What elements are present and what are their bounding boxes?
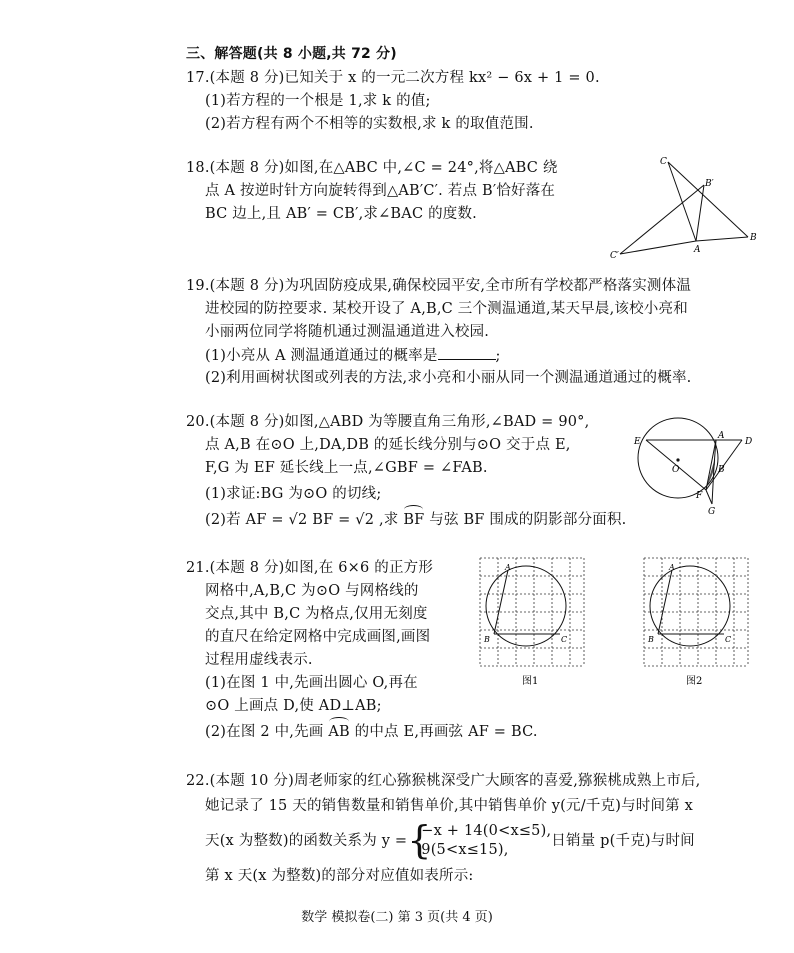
q20-line-5 xyxy=(205,510,627,530)
q20-label-d: D xyxy=(745,437,753,447)
q20-circle-o xyxy=(638,418,718,498)
section-title: 三、解答题(共 8 小题,共 72 分) xyxy=(186,46,397,62)
q18-segment-ab xyxy=(696,237,748,241)
q22-line-3-end: 日销量 p(千克)与时间 xyxy=(551,833,695,849)
q19-line-4 xyxy=(205,345,501,366)
q20-label-o: O xyxy=(672,465,680,475)
q21-line-8-text: (2)在图 2 中,先画 xyxy=(205,724,329,740)
q18-line-2: 点 A 按逆时针方向旋转得到△AB′C′. 若点 B′恰好落在 xyxy=(205,183,556,199)
q21-line-1: 21.(本题 8 分)如图,在 6×6 的正方形 xyxy=(186,560,434,576)
q22-line-3-text: 天(x 为整数)的函数关系为 y = xyxy=(205,833,408,849)
page-footer: 数学 模拟卷(二) 第 3 页(共 4 页) xyxy=(301,910,493,925)
q22-line-2: 她记录了 15 天的销售数量和销售单价,其中销售单价 y(元/千克)与时间第 x xyxy=(205,798,694,814)
q18-segment-abp xyxy=(696,185,704,241)
q21-line-7: ⊙O 上画点 D,使 AD⊥AB; xyxy=(205,698,382,714)
q20-line-4: (1)求证:BG 为⊙O 的切线; xyxy=(205,486,382,502)
q20-label-b: B xyxy=(718,465,725,475)
q18-line-1: 18.(本题 8 分)如图,在△ABC 中,∠C = 24°,将△ABC 绕 xyxy=(186,160,558,176)
q21-line-2: 网格中,A,B,C 为⊙O 与网格线的 xyxy=(205,583,419,599)
q21-fig2-caption: 图2 xyxy=(686,676,703,687)
q18-segment-ca xyxy=(668,162,696,241)
q19-line-2: 进校园的防控要求. 某校开设了 A,B,C 三个测温通道,某天早晨,该校小亮和 xyxy=(205,301,688,317)
q18-line-3: BC 边上,且 AB′ = CB′,求∠BAC 的度数. xyxy=(205,206,477,222)
q20-circle-figure xyxy=(630,410,760,516)
q21-line-4: 的直尺在给定网格中完成画图,画图 xyxy=(205,629,431,645)
q21-fig2-label-a: A xyxy=(669,563,675,572)
q20-label-f: F xyxy=(696,491,703,501)
q22-line-4: 第 x 天(x 为整数)的部分对应值如表所示: xyxy=(205,868,474,884)
q21-fig1-label-a: A xyxy=(505,563,511,572)
q22-line-3 xyxy=(205,818,695,862)
q21-line-5: 过程用虚线表示. xyxy=(205,652,313,668)
q21-fig2-label-b: B xyxy=(648,635,654,644)
q19-line-1: 19.(本题 8 分)为巩固防疫成果,确保校园平安,全市所有学校都严格落实测体温 xyxy=(186,278,692,294)
q19-line-5: (2)利用画树状图或列表的方法,求小亮和小丽从同一个测温通道通过的概率. xyxy=(205,370,692,386)
piecewise-function xyxy=(407,818,552,862)
q18-label-bp: B′ xyxy=(705,179,714,189)
q20-label-g: G xyxy=(708,507,716,516)
q20-label-a: A xyxy=(718,431,725,441)
q20-segment-fg xyxy=(706,490,712,504)
q18-label-b: B xyxy=(750,233,757,243)
q21-fig1-label-c: C xyxy=(561,635,568,644)
piecewise-case-1: −x + 14(0<x≤5), xyxy=(421,823,552,839)
q20-center-dot xyxy=(676,458,679,461)
q17-line-3: (2)若方程有两个不相等的实数根,求 k 的取值范围. xyxy=(205,116,534,132)
q19-line-3: 小丽两位同学将随机通过测温通道进入校园. xyxy=(205,324,490,340)
q22-line-1: 22.(本题 10 分)周老师家的红心猕猴桃深受广大顾客的喜爱,猕猴桃成熟上市后, xyxy=(186,773,701,789)
q21-line-8 xyxy=(205,722,538,742)
q17-line-2: (1)若方程的一个根是 1,求 k 的值; xyxy=(205,93,431,109)
q21-fig1-label-b: B xyxy=(484,635,490,644)
brace-symbol: { xyxy=(407,818,432,862)
q18-segment-cb xyxy=(668,162,748,237)
q20-arc-bf: BF xyxy=(403,512,425,528)
q20-line-2: 点 A,B 在⊙O 上,DA,DB 的延长线分别与⊙O 交于点 E, xyxy=(205,437,571,453)
q21-fig1-caption: 图1 xyxy=(522,676,539,687)
q18-label-c: C xyxy=(660,157,667,167)
q18-label-cp: C′ xyxy=(610,251,619,261)
q18-label-a: A xyxy=(694,245,701,255)
answer-blank xyxy=(438,345,496,360)
q19-line-4-text: (1)小亮从 A 测温通道通过的概率是 xyxy=(205,348,438,364)
q21-fig2-label-c: C xyxy=(725,635,732,644)
q20-line-1: 20.(本题 8 分)如图,△ABD 为等腰直角三角形,∠BAD = 90°, xyxy=(186,414,590,430)
q21-line-3: 交点,其中 B,C 为格点,仅用无刻度 xyxy=(205,606,428,622)
q21-grid-figure-1 xyxy=(476,556,588,688)
q20-line-5-text: (2)若 AF = √2 BF = √2 ,求 xyxy=(205,512,404,528)
q18-triangle-figure xyxy=(608,152,768,262)
q18-segment-cpbp xyxy=(620,185,704,254)
piecewise-case-2: 9(5<x≤15), xyxy=(421,842,509,858)
q20-line-3: F,G 为 EF 延长线上一点,∠GBF = ∠FAB. xyxy=(205,460,488,476)
q21-grid-figure-2 xyxy=(640,556,752,688)
q19-line-4-end: ; xyxy=(495,348,501,364)
q17-line-1: 17.(本题 8 分)已知关于 x 的一元二次方程 kx² − 6x + 1 = 0. xyxy=(186,70,600,86)
q21-line-6: (1)在图 1 中,先画出圆心 O,再在 xyxy=(205,675,418,691)
q18-segment-cpa xyxy=(620,241,696,254)
q21-line-8-end: 的中点 E,再画弦 AF = BC. xyxy=(349,724,538,740)
q20-line-5-end: 与弦 BF 围成的阴影部分面积. xyxy=(424,512,627,528)
q20-label-e: E xyxy=(634,437,641,447)
q21-arc-ab: AB xyxy=(328,724,350,740)
